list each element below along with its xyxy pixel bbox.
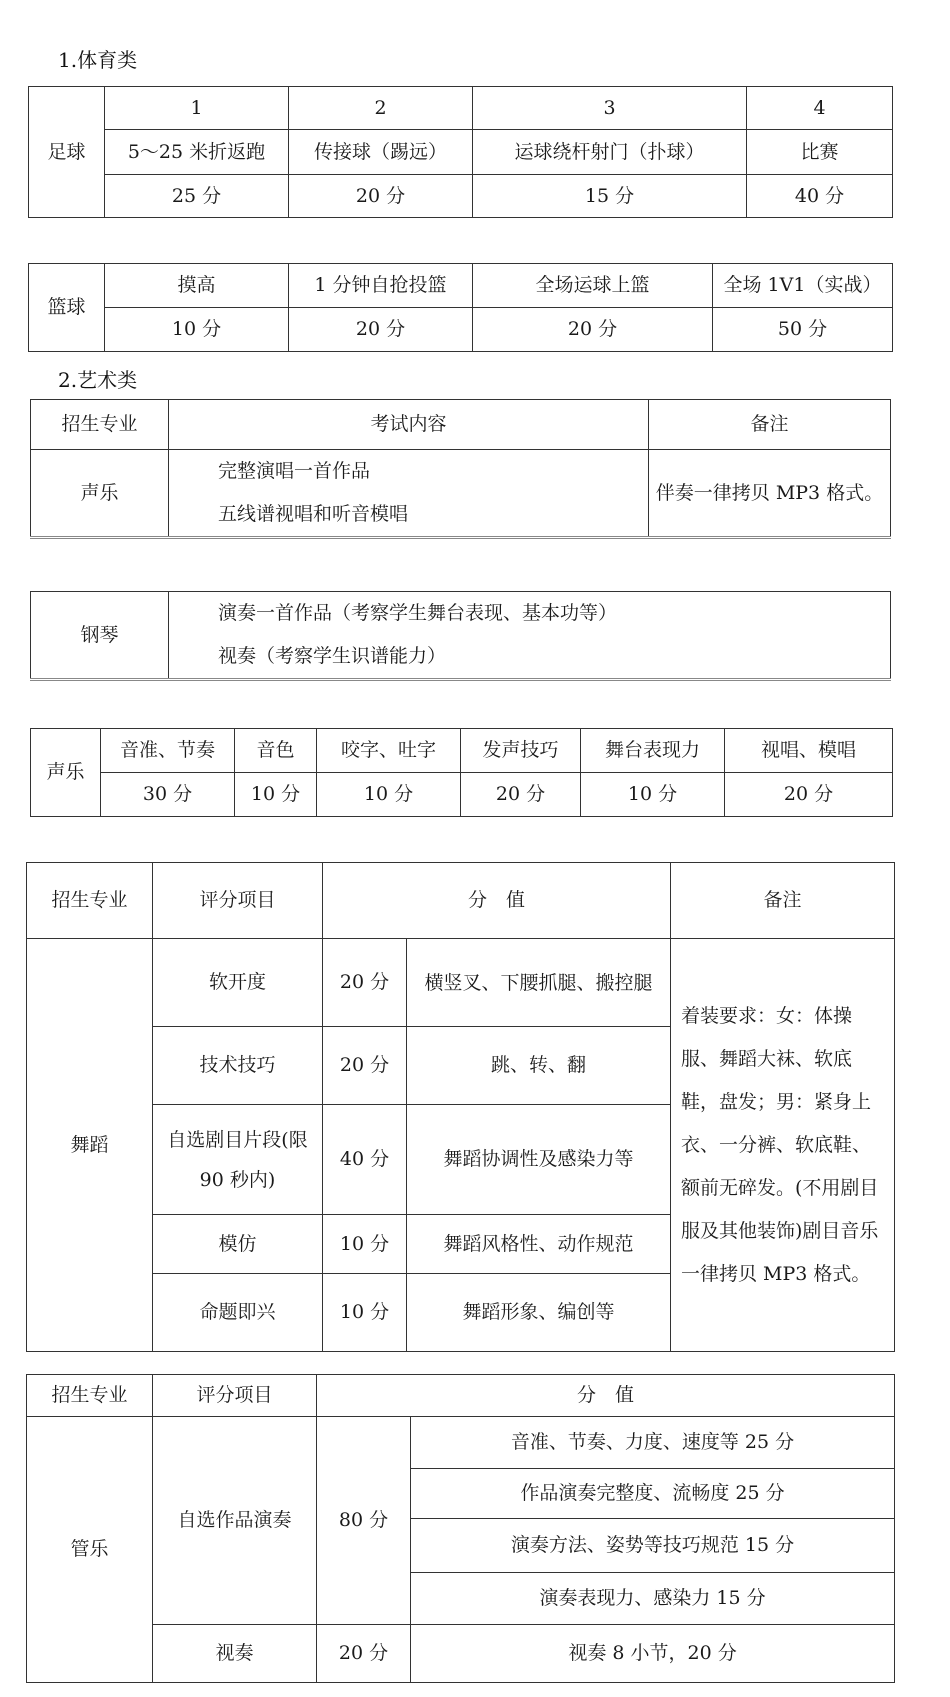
vocal-content-line: 完整演唱一首作品 (218, 460, 371, 482)
section-heading-sports: 1.体育类 (58, 48, 138, 72)
winds-header-score: 分 值 (317, 1375, 895, 1417)
section-heading-art: 2.艺术类 (58, 368, 138, 392)
football-item: 传接球（踢远） (289, 130, 473, 175)
vocal-scoring-item: 音色 (235, 729, 317, 773)
dance-desc: 舞蹈风格性、动作规范 (407, 1215, 671, 1274)
football-score: 20 分 (289, 175, 473, 218)
vocal-scoring-score: 20 分 (461, 773, 581, 817)
winds-sight-score: 20 分 (317, 1625, 411, 1683)
winds-header-major: 招生专业 (27, 1375, 153, 1417)
dance-item: 命题即兴 (153, 1274, 323, 1352)
basketball-score: 20 分 (289, 308, 473, 352)
vocal-scoring-score: 20 分 (725, 773, 893, 817)
dance-desc: 跳、转、翻 (407, 1027, 671, 1105)
vocal-scoring-item: 音准、节奏 (101, 729, 235, 773)
football-number: 4 (747, 87, 893, 130)
dance-item: 软开度 (153, 939, 323, 1027)
dance-header-major: 招生专业 (27, 863, 153, 939)
football-number: 1 (105, 87, 289, 130)
dance-label: 舞蹈 (27, 939, 153, 1352)
piano-content-line: 演奏一首作品（考察学生舞台表现、基本功等） (218, 602, 618, 624)
dance-header-item: 评分项目 (153, 863, 323, 939)
vocal-scoring-table (30, 728, 893, 817)
vocal-scoring-item: 发声技巧 (461, 729, 581, 773)
winds-table (26, 1374, 895, 1683)
winds-sight-item: 视奏 (153, 1625, 317, 1683)
dance-desc: 舞蹈形象、编创等 (407, 1274, 671, 1352)
vocal-scoring-score: 10 分 (581, 773, 725, 817)
basketball-score: 50 分 (713, 308, 893, 352)
basketball-label: 篮球 (29, 264, 105, 352)
football-label: 足球 (29, 87, 105, 218)
vocal-scoring-score: 10 分 (317, 773, 461, 817)
football-score: 15 分 (473, 175, 747, 218)
winds-detail: 演奏表现力、感染力 15 分 (411, 1573, 895, 1625)
vocal-scoring-item: 舞台表现力 (581, 729, 725, 773)
dance-item: 自选剧目片段(限 90 秒内) (153, 1105, 323, 1215)
piano-table (30, 591, 891, 681)
dance-score: 10 分 (323, 1215, 407, 1274)
vocal-scoring-item: 视唱、模唱 (725, 729, 893, 773)
winds-score: 80 分 (317, 1417, 411, 1625)
header-note: 备注 (649, 400, 891, 450)
dance-score: 40 分 (323, 1105, 407, 1215)
dance-table (26, 862, 895, 1352)
basketball-item: 全场 1V1（实战） (713, 264, 893, 308)
dance-desc: 横竖叉、下腰抓腿、搬控腿 (407, 939, 671, 1027)
winds-detail: 音准、节奏、力度、速度等 25 分 (411, 1417, 895, 1469)
vocal-scoring-label: 声乐 (31, 729, 101, 817)
basketball-score: 20 分 (473, 308, 713, 352)
dance-item: 模仿 (153, 1215, 323, 1274)
football-item: 运球绕杆射门（扑球） (473, 130, 747, 175)
winds-sight-desc: 视奏 8 小节，20 分 (411, 1625, 895, 1683)
basketball-item: 摸高 (105, 264, 289, 308)
dance-item: 技术技巧 (153, 1027, 323, 1105)
art-content-table (30, 399, 891, 539)
dance-desc: 舞蹈协调性及感染力等 (407, 1105, 671, 1215)
dance-header-score: 分 值 (323, 863, 671, 939)
header-content: 考试内容 (169, 400, 649, 450)
winds-item: 自选作品演奏 (153, 1417, 317, 1625)
dance-note: 着装要求：女：体操服、舞蹈大袜、软底鞋，盘发；男：紧身上衣、一分裤、软底鞋、额前无碎发。(不用剧目服及其他装饰)剧目音乐一律拷贝 MP3 格式。 (671, 939, 895, 1352)
vocal-scoring-item: 咬字、吐字 (317, 729, 461, 773)
vocal-scoring-score: 30 分 (101, 773, 235, 817)
football-number: 2 (289, 87, 473, 130)
dance-score: 20 分 (323, 1027, 407, 1105)
football-number: 3 (473, 87, 747, 130)
basketball-score: 10 分 (105, 308, 289, 352)
football-table (28, 86, 893, 218)
piano-label: 钢琴 (31, 592, 169, 680)
piano-content-line: 视奏（考察学生识谱能力） (218, 645, 447, 667)
vocal-note: 伴奏一律拷贝 MP3 格式。 (649, 450, 891, 538)
dance-header-note: 备注 (671, 863, 895, 939)
basketball-item: 全场运球上篮 (473, 264, 713, 308)
basketball-table (28, 263, 893, 352)
dance-score: 10 分 (323, 1274, 407, 1352)
dance-score: 20 分 (323, 939, 407, 1027)
winds-header-item: 评分项目 (153, 1375, 317, 1417)
winds-label: 管乐 (27, 1417, 153, 1683)
football-score: 25 分 (105, 175, 289, 218)
header-major: 招生专业 (31, 400, 169, 450)
football-score: 40 分 (747, 175, 893, 218)
football-item: 比赛 (747, 130, 893, 175)
football-item: 5～25 米折返跑 (105, 130, 289, 175)
vocal-scoring-score: 10 分 (235, 773, 317, 817)
vocal-label: 声乐 (31, 450, 169, 538)
basketball-item: 1 分钟自抢投篮 (289, 264, 473, 308)
winds-detail: 作品演奏完整度、流畅度 25 分 (411, 1469, 895, 1519)
winds-detail: 演奏方法、姿势等技巧规范 15 分 (411, 1519, 895, 1573)
vocal-content-line: 五线谱视唱和听音模唱 (218, 503, 409, 525)
